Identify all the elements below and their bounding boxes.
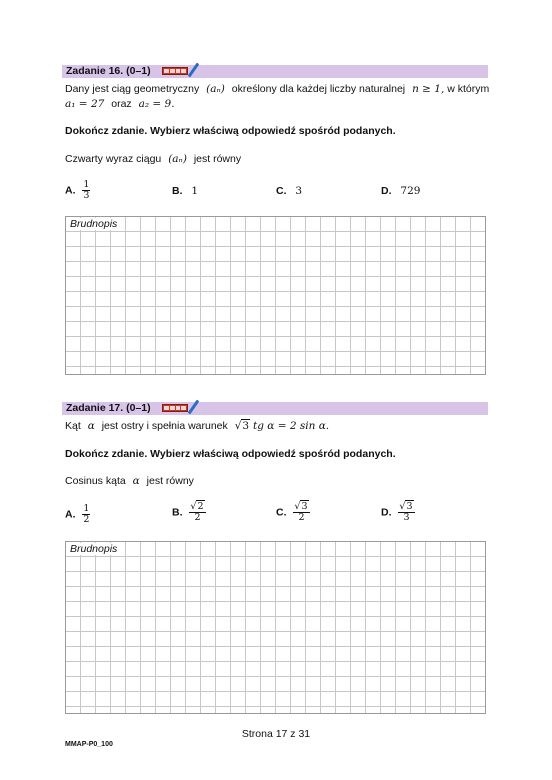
page-number: Strona 17 z 31: [241, 728, 311, 740]
task16-option-c[interactable]: C. 3: [276, 185, 303, 197]
task17-option-d[interactable]: D. $\frac{√3}{3}$: [381, 501, 413, 523]
task16-statement-line2: a₁ = 27 oraz a₂ = 9.: [65, 98, 175, 110]
task16-header-bar: [62, 65, 488, 78]
task17-statement: Kąt α jest ostry i spełnia warunek √3 tg α = 2 sin α.: [65, 420, 330, 432]
task17-question: Cosinus kąta α jest równy: [65, 475, 194, 487]
task16-option-d[interactable]: D. 729: [381, 185, 421, 197]
document-code: MMAP-P0_100: [65, 741, 113, 748]
task17-scratch-label: Brudnopis: [70, 543, 118, 555]
task-category-icon: [162, 67, 188, 75]
pen-icon: [188, 400, 200, 415]
task17-title: Zadanie 17. (0–1): [66, 402, 151, 414]
task-category-icon: [162, 404, 188, 412]
task16-statement-line1: Dany jest ciąg geometryczny (aₙ) określony dla każdej liczby naturalnej n ≥ 1, w którym: [65, 83, 490, 95]
task16-instruction: Dokończ zdanie. Wybierz właściwą odpowiedź spośród podanych.: [65, 125, 396, 137]
pen-icon: [188, 63, 200, 78]
task16-scratch-grid[interactable]: [65, 216, 486, 375]
task16-option-b[interactable]: B. 1: [172, 185, 199, 197]
task17-option-b[interactable]: B. $\frac{√2}{2}$: [172, 501, 204, 523]
task16-question: Czwarty wyraz ciągu (aₙ) jest równy: [65, 153, 242, 165]
task16-title: Zadanie 16. (0–1): [66, 65, 151, 77]
task17-option-a[interactable]: A. $\frac{1}{2}$: [65, 503, 90, 525]
task17-option-c[interactable]: C. $\frac{√3}{2}$: [276, 501, 308, 523]
task16-scratch-label: Brudnopis: [70, 218, 118, 230]
task17-instruction: Dokończ zdanie. Wybierz właściwą odpowiedź spośród podanych.: [65, 448, 396, 460]
task17-scratch-grid[interactable]: [65, 541, 486, 714]
task16-option-a[interactable]: A. $\frac{1}{3}$: [65, 179, 90, 201]
task17-header-bar: [62, 402, 488, 415]
